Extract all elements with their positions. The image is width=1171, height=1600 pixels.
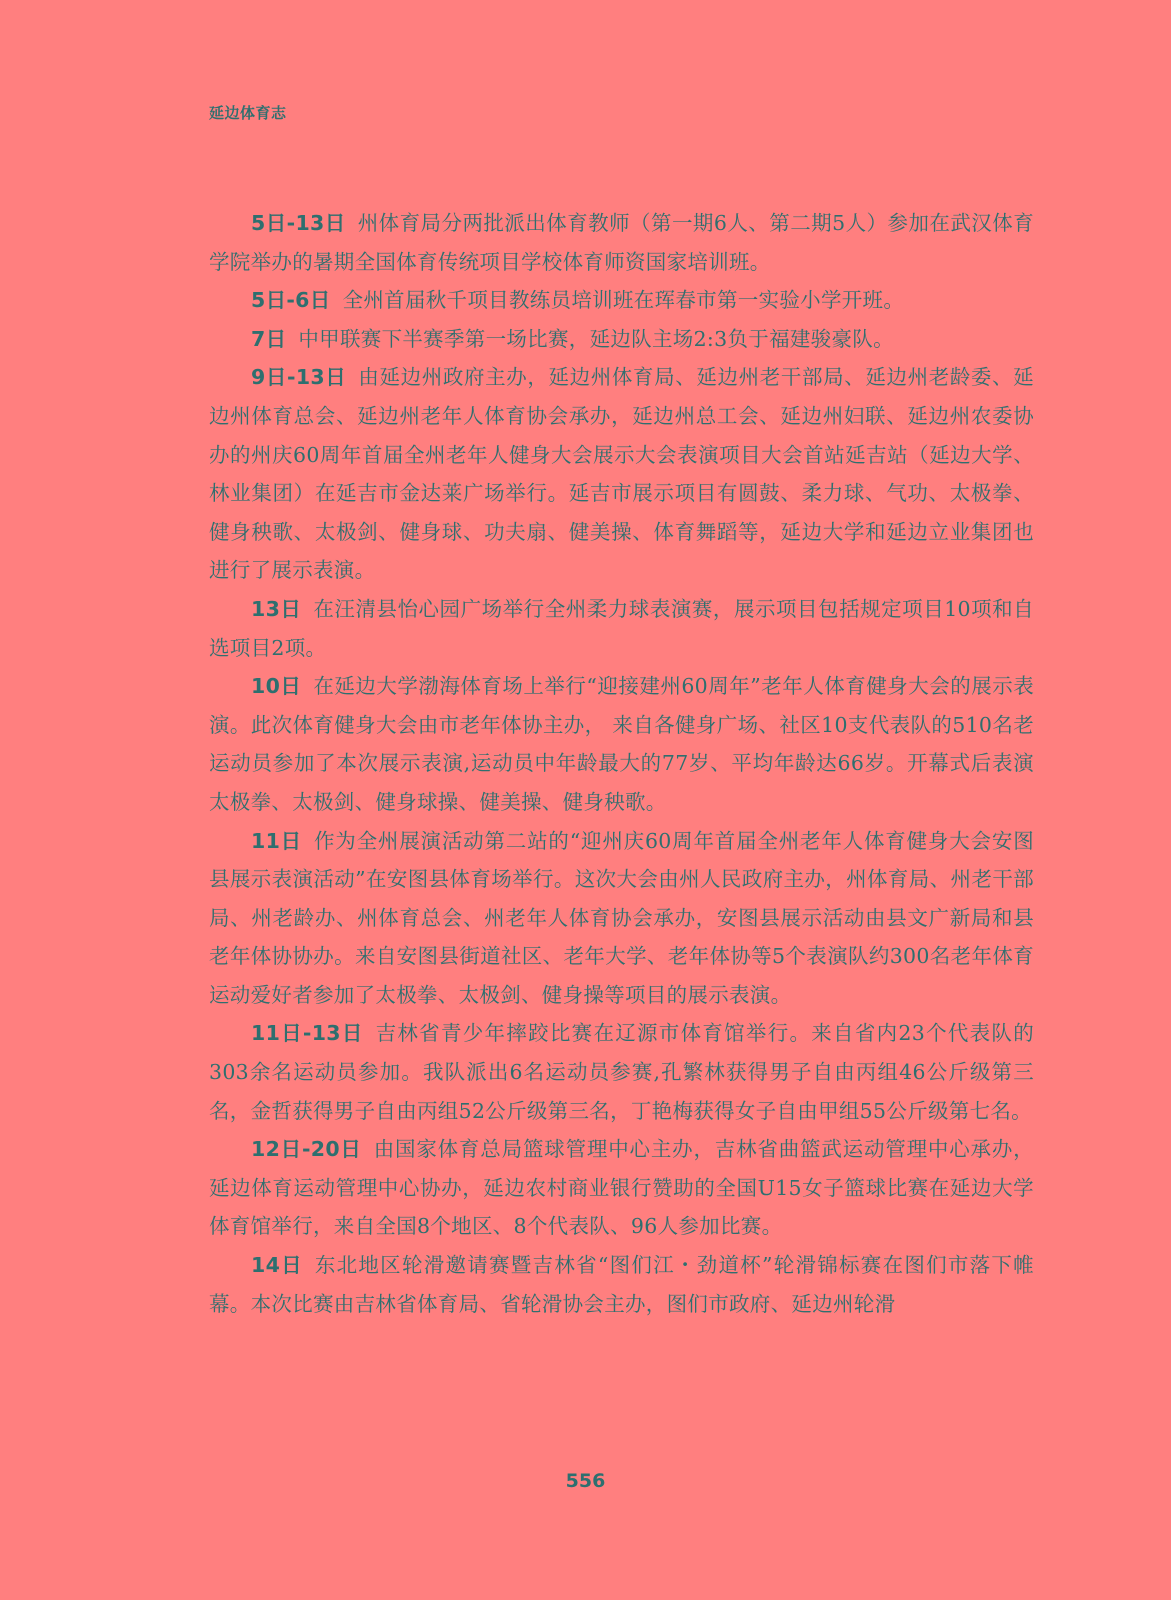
running-header: 延边体育志 [209,104,287,122]
entry-text: 吉林省青少年摔跤比赛在辽源市体育馆举行。来自省内23个代表队的303余名运动员参加。我队派出6名运动员参赛,孔繁林获得男子自由丙组46公斤级第三名，金哲获得男子自由丙组52公斤级第三名，丁艳梅获得女子自由甲组55公斤级第七名。 [209,1021,1034,1123]
entry-text: 在汪清县怡心园广场举行全州柔力球表演赛，展示项目包括规定项目10项和自选项目2项。 [209,596,1034,660]
entry-text: 中甲联赛下半赛季第一场比赛，延边队主场2:3负于福建骏豪队。 [298,326,894,351]
page-number: 556 [565,1470,606,1492]
entry-date: 12日-20日 [251,1137,362,1162]
entry-date: 7日 [251,326,287,351]
chronicle-body [209,204,1034,1323]
entry-text: 东北地区轮滑邀请赛暨吉林省“图们江・劲道杯”轮滑锦标赛在图们市落下帷幕。本次比赛由吉林省体育局、省轮滑协会主办，图们市政府、延边州轮滑 [209,1253,1034,1316]
chronicle-entry [209,358,1034,590]
chronicle-entry [209,320,1034,359]
entry-text: 在延边大学渤海体育场上举行“迎接建州60周年”老年人体育健身大会的展示表演。此次体育健身大会由市老年体协主办， 来自各健身广场、社区10支代表队的510名老运动员参加了本次展示表演,运动员中年龄最大的77岁、平均年龄达66岁。开幕式后表演太极拳、太极剑、健身球操、健美操、健身秧歌。 [209,674,1035,814]
entry-date: 9日-13日 [251,365,347,390]
entry-date: 11日-13日 [251,1021,364,1046]
entry-text: 由国家体育总局篮球管理中心主办，吉林省曲篮武运动管理中心承办，延边体育运动管理中心协办，延边农村商业银行赞助的全国U15女子篮球比赛在延边大学体育馆举行，来自全国8个地区、8个代表队、96人参加比赛。 [209,1137,1034,1239]
entry-text: 由延边州政府主办，延边州体育局、延边州老干部局、延边州老龄委、延边州体育总会、延边州老年人体育协会承办，延边州总工会、延边州妇联、延边州农委协办的州庆60周年首届全州老年人健身大会展示大会表演项目大会首站延吉站（延边大学、林业集团）在延吉市金达莱广场举行。延吉市展示项目有圆鼓、柔力球、气功、太极拳、健身秧歌、太极剑、健身球、功夫扇、健美操、体育舞蹈等，延边大学和延边立业集团也进行了展示表演。 [209,365,1034,583]
entry-date: 5日-13日 [251,211,346,235]
chronicle-entry [209,1014,1034,1130]
entry-date: 13日 [251,596,302,621]
entry-date: 5日-6日 [251,288,331,313]
entry-text: 作为全州展演活动第二站的“迎州庆60周年首届全州老年人体育健身大会安图县展示表演活动”在安图县体育场举行。这次大会由州人民政府主办，州体育局、州老干部局、州老龄办、州体育总会、州老年人体育协会承办，安图县展示活动由县文广新局和县老年体协协办。来自安图县街道社区、老年大学、老年体协等5个表演队约300名老年体育运动爱好者参加了太极拳、太极剑、健身操等项目的展示表演。 [209,828,1034,1007]
chronicle-entry [209,667,1034,821]
chronicle-entry [209,204,1034,281]
entry-date: 14日 [251,1253,303,1278]
entry-date: 11日 [251,828,302,853]
entry-text: 州体育局分两批派出体育教师（第一期6人、第二期5人）参加在武汉体育学院举办的暑期全国体育传统项目学校体育师资国家培训班。 [209,211,1034,274]
entry-text: 全州首届秋千项目教练员培训班在珲春市第一实验小学开班。 [342,288,905,313]
chronicle-entry [209,822,1034,1015]
entry-date: 10日 [251,674,302,699]
chronicle-entry [209,1130,1034,1246]
chronicle-entry [209,281,1034,320]
chronicle-entry [209,1246,1034,1323]
chronicle-entry [209,590,1034,667]
